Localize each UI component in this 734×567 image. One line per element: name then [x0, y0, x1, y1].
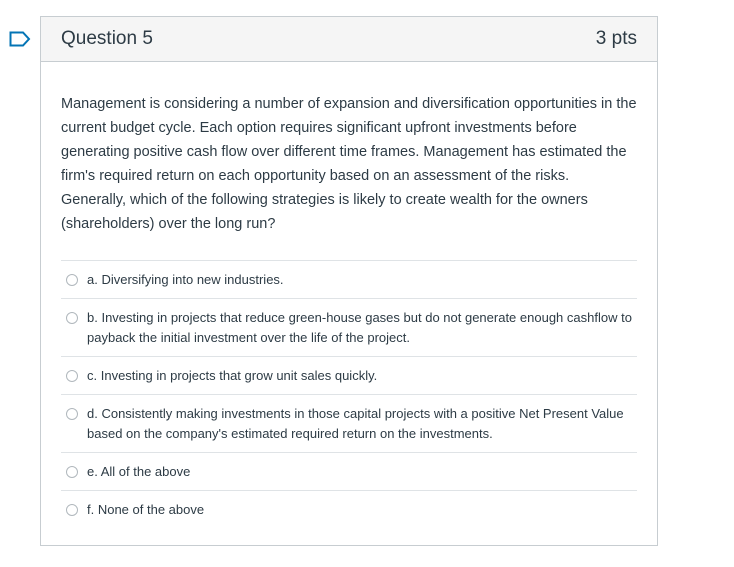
flag-question-icon[interactable]: [9, 31, 31, 47]
answer-option-b[interactable]: [61, 299, 637, 357]
answer-list: [61, 260, 637, 528]
question-title: Question 5: [61, 28, 153, 49]
question-body: [41, 62, 657, 528]
answer-label: a. Diversifying into new industries.: [87, 272, 284, 287]
answer-label: e. All of the above: [87, 464, 191, 479]
answer-label: b. Investing in projects that reduce green-house gases but do not generate enough cashflow to payback the initial investment over the life of the project.: [87, 310, 632, 345]
answer-label: f. None of the above: [87, 502, 205, 517]
answer-option-c[interactable]: [61, 357, 637, 395]
answer-option-d[interactable]: [61, 395, 637, 453]
radio-unselected-icon[interactable]: [66, 274, 78, 286]
question-card: [40, 16, 658, 546]
answer-label: c. Investing in projects that grow unit sales quickly.: [87, 368, 378, 383]
answer-label: d. Consistently making investments in those capital projects with a positive Net Present Value based on the company's estimated required return on the investments.: [87, 406, 624, 441]
question-text: Management is considering a number of expansion and diversification opportunities in the current budget cycle. Each option requires significant upfront investments before generating positive cash flow over different time frames. Management has estimated the firm's required return on each opportunity based on an assessment of the risks. Generally, which of the following strategies is likely to create wealth for the owners (shareholders) over the long run?: [61, 96, 637, 232]
radio-unselected-icon[interactable]: [66, 466, 78, 478]
answer-option-a[interactable]: [61, 261, 637, 299]
radio-unselected-icon[interactable]: [66, 370, 78, 382]
answer-option-e[interactable]: [61, 453, 637, 491]
radio-unselected-icon[interactable]: [66, 312, 78, 324]
answer-option-f[interactable]: [61, 491, 637, 528]
radio-unselected-icon[interactable]: [66, 408, 78, 420]
radio-unselected-icon[interactable]: [66, 504, 78, 516]
question-points: 3 pts: [595, 28, 637, 49]
question-header: [41, 17, 657, 62]
